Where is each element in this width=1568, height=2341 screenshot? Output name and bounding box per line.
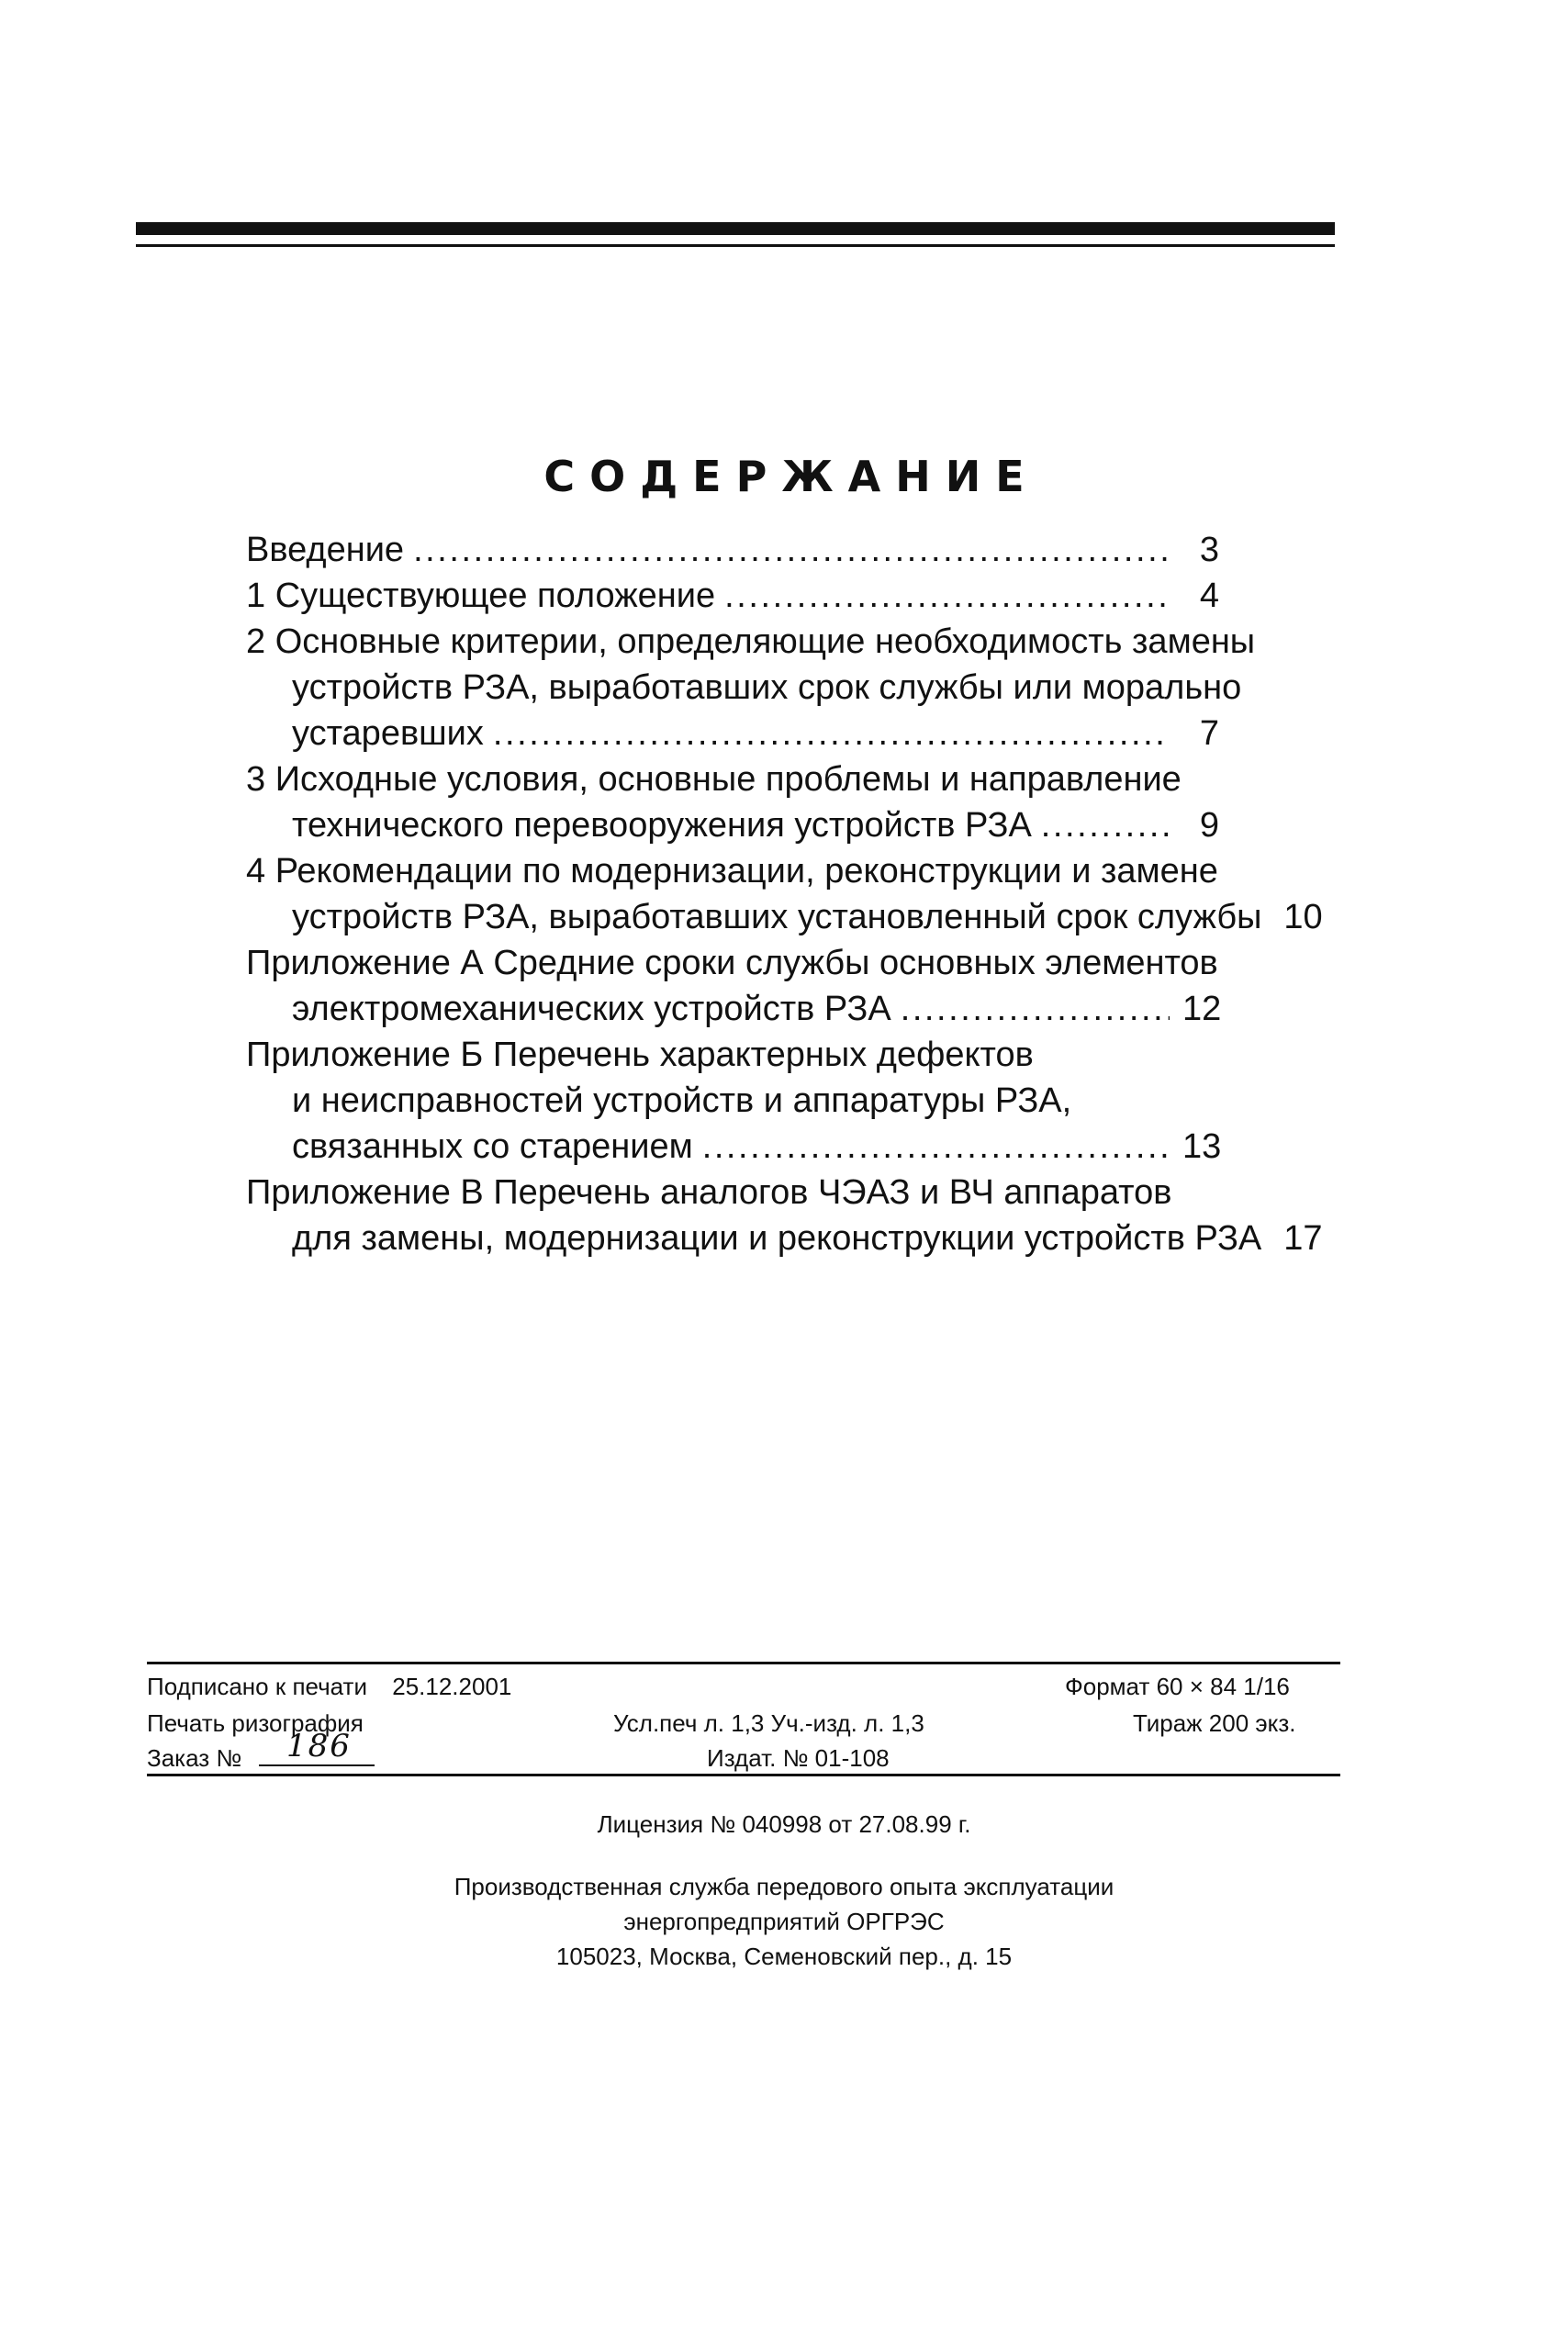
signed-label: Подписано к печати: [147, 1673, 367, 1700]
imprint-bottom-rule: [147, 1774, 1340, 1776]
toc-leader-dots: [901, 986, 1170, 1032]
toc-entry-text: технического перевооружения устройств РЗА: [292, 806, 1032, 845]
toc-entry-text: 1 Существующее положение: [246, 577, 716, 615]
toc-line: [246, 986, 1222, 1032]
toc-entry: [246, 756, 1219, 848]
toc-leader-dots: [1041, 802, 1170, 848]
toc-entry-text: для замены, модернизации и реконструкции устройств РЗА: [292, 1219, 1262, 1258]
toc-line: [246, 1078, 1219, 1124]
toc-line: [246, 573, 1219, 619]
toc-page-number: 4: [1199, 577, 1219, 615]
toc-line: [246, 1215, 1323, 1261]
publisher-line-2: энергопредприятий ОРГРЭС: [623, 1908, 945, 1935]
order-number-handwritten: 186: [286, 1728, 352, 1764]
toc-entry: [246, 619, 1256, 756]
toc-page-number: 7: [1199, 714, 1219, 753]
toc-page-number: 3: [1199, 531, 1219, 569]
toc-leader-dots: [724, 573, 1170, 619]
toc-entry-text: устаревших: [292, 714, 484, 753]
toc-entry-text: Приложение В Перечень аналогов ЧЭАЗ и ВЧ аппаратов: [246, 1173, 1172, 1212]
header-rule-thin: [136, 244, 1335, 247]
imprint-sheets: Усл.печ л. 1,3 Уч.-изд. л. 1,3: [613, 1709, 924, 1737]
toc-line: [246, 711, 1219, 756]
toc-page-number: 13: [1182, 1127, 1222, 1166]
toc-page-number: 9: [1199, 806, 1219, 845]
toc-line: [246, 1032, 1219, 1078]
toc-line: [246, 1170, 1219, 1215]
imprint-format: Формат 60 × 84 1/16: [1065, 1673, 1290, 1700]
toc-entry-text: Введение: [246, 531, 405, 569]
toc-entry-text: Приложение Б Перечень характерных дефектов: [246, 1036, 1034, 1074]
toc-entry-text: устройств РЗА, выработавших срок службы или морально: [292, 668, 1242, 707]
toc-line: [246, 665, 1242, 711]
publisher-address: 105023, Москва, Семеновский пер., д. 15: [555, 1943, 1013, 1970]
toc-line: [246, 527, 1219, 573]
toc-entry: [246, 1032, 1222, 1170]
toc-entry: [246, 1170, 1323, 1261]
imprint-copies: Тираж 200 экз.: [1133, 1709, 1296, 1737]
header-rule-thick: [136, 222, 1335, 235]
table-of-contents: [246, 527, 1323, 1261]
toc-entry: [246, 573, 1219, 619]
toc-line: [246, 802, 1219, 848]
imprint-top-rule: [147, 1662, 1340, 1664]
toc-line: [246, 940, 1219, 986]
toc-line: [246, 848, 1219, 894]
toc-entry-text: электромеханических устройств РЗА: [292, 990, 891, 1028]
license: Лицензия № 040998 от 27.08.99 г.: [597, 1810, 971, 1838]
toc-entry: [246, 527, 1219, 573]
toc-entry-text: связанных со старением: [292, 1127, 693, 1166]
toc-page-number: 12: [1182, 990, 1222, 1028]
toc-page-number: 17: [1283, 1219, 1323, 1258]
imprint-signed: [147, 1673, 511, 1701]
toc-leader-dots: [702, 1124, 1170, 1170]
toc-entry-text: и неисправностей устройств и аппаратуры РЗА,: [292, 1081, 1072, 1120]
toc-entry-text: Приложение А Средние сроки службы основных элементов: [246, 944, 1218, 982]
toc-line: [246, 1124, 1222, 1170]
toc-entry-text: 2 Основные критерии, определяющие необходимость замены: [246, 622, 1256, 661]
signed-date: 25.12.2001: [392, 1673, 512, 1700]
toc-page-number: 10: [1283, 898, 1323, 936]
order-number-underline: [259, 1764, 375, 1766]
toc-entry-text: 3 Исходные условия, основные проблемы и направление: [246, 760, 1182, 799]
order-label: Заказ №: [147, 1744, 242, 1772]
toc-line: [246, 756, 1219, 802]
imprint-publisher-no: Издат. № 01-108: [707, 1744, 890, 1772]
toc-entry: [246, 940, 1222, 1032]
toc-entry: [246, 848, 1323, 940]
toc-line: [246, 619, 1256, 665]
toc-entry-text: устройств РЗА, выработавших установленный срок службы: [292, 898, 1262, 936]
toc-line: [246, 894, 1323, 940]
page-title: СОДЕРЖАНИЕ: [543, 452, 1039, 501]
toc-leader-dots: [493, 711, 1170, 756]
imprint-printing: Печать ризография: [147, 1709, 364, 1737]
publisher-line-1: Производственная служба передового опыта эксплуатации: [454, 1873, 1114, 1900]
toc-leader-dots: [413, 527, 1170, 573]
toc-entry-text: 4 Рекомендации по модернизации, реконструкции и замене: [246, 852, 1218, 890]
